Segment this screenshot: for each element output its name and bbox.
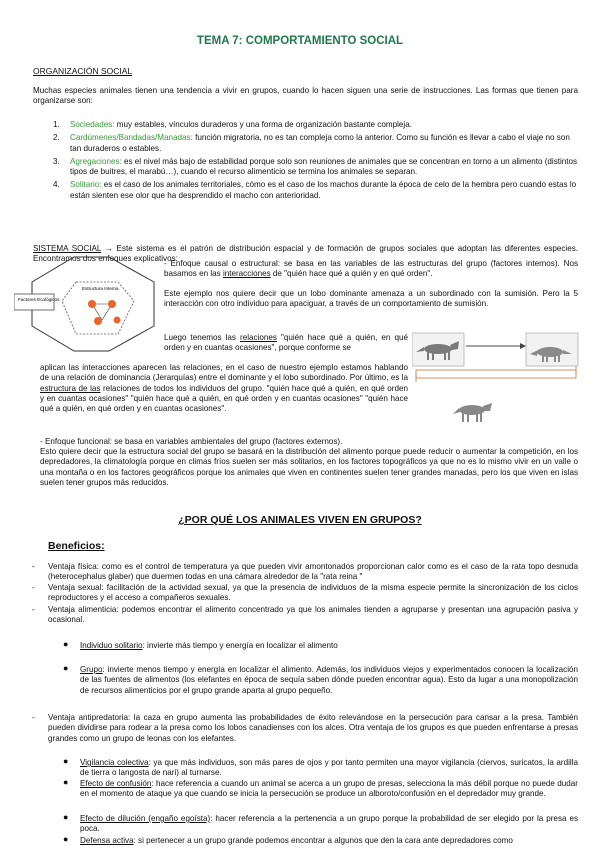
diagram-node bbox=[94, 317, 102, 325]
wolves-interaction-illustration bbox=[412, 330, 582, 430]
diagram-node bbox=[114, 317, 121, 324]
bullet-marker: ● bbox=[63, 834, 69, 844]
ecological-factors-diagram bbox=[14, 254, 159, 354]
list-item: 4. Solitario: es el caso de los animales territoriales, cómo es el caso de los machos durante la época de celo de la hembra pero cuando estas lo están sienten ese olor que ha desprendido el macho con anterioridad. bbox=[53, 180, 577, 200]
ventaja-fisica: Ventaja física: como es el control de temperatura ya que pueden vivir amontonados proporcionan calor como es el caso de la rata topo desnuda (heterocephalus glaber) que duermen todas en una cámara alrededor de la "rata reina " bbox=[48, 562, 578, 582]
dash-marker: - bbox=[32, 713, 35, 722]
list-item: 1. Sociedades: muy estables, vínculos duraderos y una forma de organización bastante compleja. bbox=[53, 120, 412, 129]
diagram-node bbox=[108, 300, 116, 308]
list-item: 3. Agregaciones: es el nivel más bajo de estabilidad porque solo son reuniones de animales que se concentran en torno a un alimento (distintos tipos de buitres, el marabú…), cuando el recurso alimenticio se termina los animales se separan. bbox=[53, 156, 578, 177]
section-heading-sistema: SISTEMA SOCIAL bbox=[33, 244, 102, 253]
diagram-node bbox=[88, 300, 96, 308]
relaciones-text: Luego tenemos las relaciones "quién hace qué a quién, en qué orden y en cuantas ocasiones", porque conforme se bbox=[164, 333, 408, 353]
ventaja-sexual: Ventaja sexual: facilitación de la actividad sexual, ya que la presencia de individuos de la misma especie permite la sincronización de los ciclos reproductores y el acceso a compañeros sexuales. bbox=[48, 583, 578, 603]
enfoque-funcional-title: - Enfoque funcional: se basa en variables ambientales del grupo (factores externos). bbox=[40, 437, 343, 446]
wolf-icon bbox=[453, 403, 492, 422]
efecto-dilucion: Efecto de dilución (engaño egoísta): hacer referencia a la pertenencia a un grupo porque la probabilidad de ser elegido por la presa es poca. bbox=[80, 814, 578, 834]
beneficios-heading: Beneficios: bbox=[48, 540, 105, 552]
bullet-marker: ● bbox=[63, 777, 69, 787]
grupo: Grupo: invierte menos tiempo y energía en localizar el alimento. Además, los individuos viejos y experimentados conocen la localización de las fuentes de alimentos (los elefantes en época de sequía saben dónde pueden encontrar agua). Esto da lugar a una monopolización de recursos alimenticios por el grupo grande aparta al grupo pequeño. bbox=[80, 665, 578, 695]
ejemplo-text: Este ejemplo nos quiere decir que un lobo dominante amenaza a un subordinado con la sumisión. Pero la 5 interacción con otro individuo para apaciguar, a través de un comportamiento de sumisión. bbox=[164, 289, 578, 309]
enfoque-causal-text: - Enfoque causal o estructural: se basa en las variables de las estructuras del grupo (factores internos). Nos basamos en las interacciones de "quién hace qué a quién y en qué orden". bbox=[164, 259, 578, 279]
dash-marker: - bbox=[32, 583, 35, 592]
bullet-marker: ● bbox=[63, 663, 69, 673]
list-item: 2. Cardúmenes/Bandadas/Manadas: función migratoria, no es tan compleja como la anterior. Como su función es llevar a cabo el viaje no son tan duraderos o estables. bbox=[53, 133, 570, 153]
bullet-marker: ● bbox=[63, 639, 69, 649]
dash-marker: - bbox=[32, 562, 35, 571]
ventaja-antipredatoria: Ventaja antipredatoria: la caza en grupo aumenta las probabilidades de éxito relevándose en la persecución para cansar a la presa. También pueden dividirse para rodear a la presa como los lobos canadienses con los alces. Otra ventaja de los grupos es que pueden enfrentarse a presas grandes como un grupo de leonas con los elefantes. bbox=[48, 713, 578, 743]
org-intro: Muchas especies animales tienen una tendencia a vivir en grupos, cuando lo hacen siguen una serie de instrucciones. Las formas que tienen para organizarse son: bbox=[33, 86, 578, 106]
page-title: TEMA 7: COMPORTAMIENTO SOCIAL bbox=[196, 35, 404, 47]
org-list bbox=[50, 120, 578, 201]
diagram-outer-label: Factores Ecológicos bbox=[18, 297, 60, 302]
ventaja-alimenticia: Ventaja alimenticia: podemos encontrar el alimento concentrado ya que los animales tienden a agruparse y presentan una agrupación pasiva y ocasional. bbox=[48, 605, 578, 625]
individuo-solitario: Individuo solitario: invierte más tiempo y energía en localizar el alimento bbox=[80, 641, 338, 650]
section-heading-organizacion: ORGANIZACIÓN SOCIAL bbox=[33, 66, 133, 76]
enfoque-funcional-text: Esto quiere decir que la estructura social del grupo se basará en la distribución del alimento porque puede reducir o aumentar la competición, en los depredadores, la climatología porque en climas fríos suelen ser más solitarios, en los factores topográficos ya que no es lo mismo vivir en un valle o una montaña o en los factores geográficos porque los animales que viven en continentes suelen tener grandes manadas, pero los que viven en islas suelen tener grupos más reducidos. bbox=[40, 447, 578, 487]
efecto-confusion: Efecto de confusión: hace referencia a cuando un animal se acerca a un grupo de presas, selecciona la más débil porque no puede dudar en el momento de ataque ya que cuando se inicia la persecución se produce un alboroto/confusión en el depredador muy grande. bbox=[80, 779, 578, 799]
defensa-activa: Defensa activa: si pertenecer a un grupo grande podemos encontrar a algunos que den la cara ante depredadores como bbox=[80, 836, 513, 845]
vigilancia-colectiva: Vigilancia colectiva: ya que más individuos, son más pares de ojos y por tanto permiten una mayor vigilancia (ciervos, suricatos, la ardilla de tierra o langosta de nari) al turnarse. bbox=[80, 758, 579, 778]
relaciones-text-cont: aplican las interacciones aparecen las relaciones, en el caso de nuestro ejemplo estamos hablando de una relación de dominancia (Jerarquías) entre el dominante y el lobo subordinado. Por último, es la estructura de las relaciones de todos los individuos del grupo. "quién hace qué a quién, en qué orden y en cuantas ocasiones" "quién hace qué a quién, en qué orden y en cuantas ocasiones" "quién hace qué a quién, en qué orden y en cuantas ocasiones". bbox=[40, 363, 408, 414]
sistema-intro: SISTEMA SOCIAL → Este sistema es el patrón de distribución espacial y de formación de grupos sociales que adoptan las diferentes especies. Encontramos dos enfoques explicativos: bbox=[33, 244, 579, 264]
dash-marker: - bbox=[32, 605, 35, 614]
bullet-marker: ● bbox=[63, 812, 69, 822]
bullet-marker: ● bbox=[63, 756, 69, 766]
diagram-inner-label: Estructura Interna bbox=[82, 286, 119, 291]
section-heading-por-que: ¿POR QUÉ LOS ANIMALES VIVEN EN GRUPOS? bbox=[178, 514, 422, 526]
